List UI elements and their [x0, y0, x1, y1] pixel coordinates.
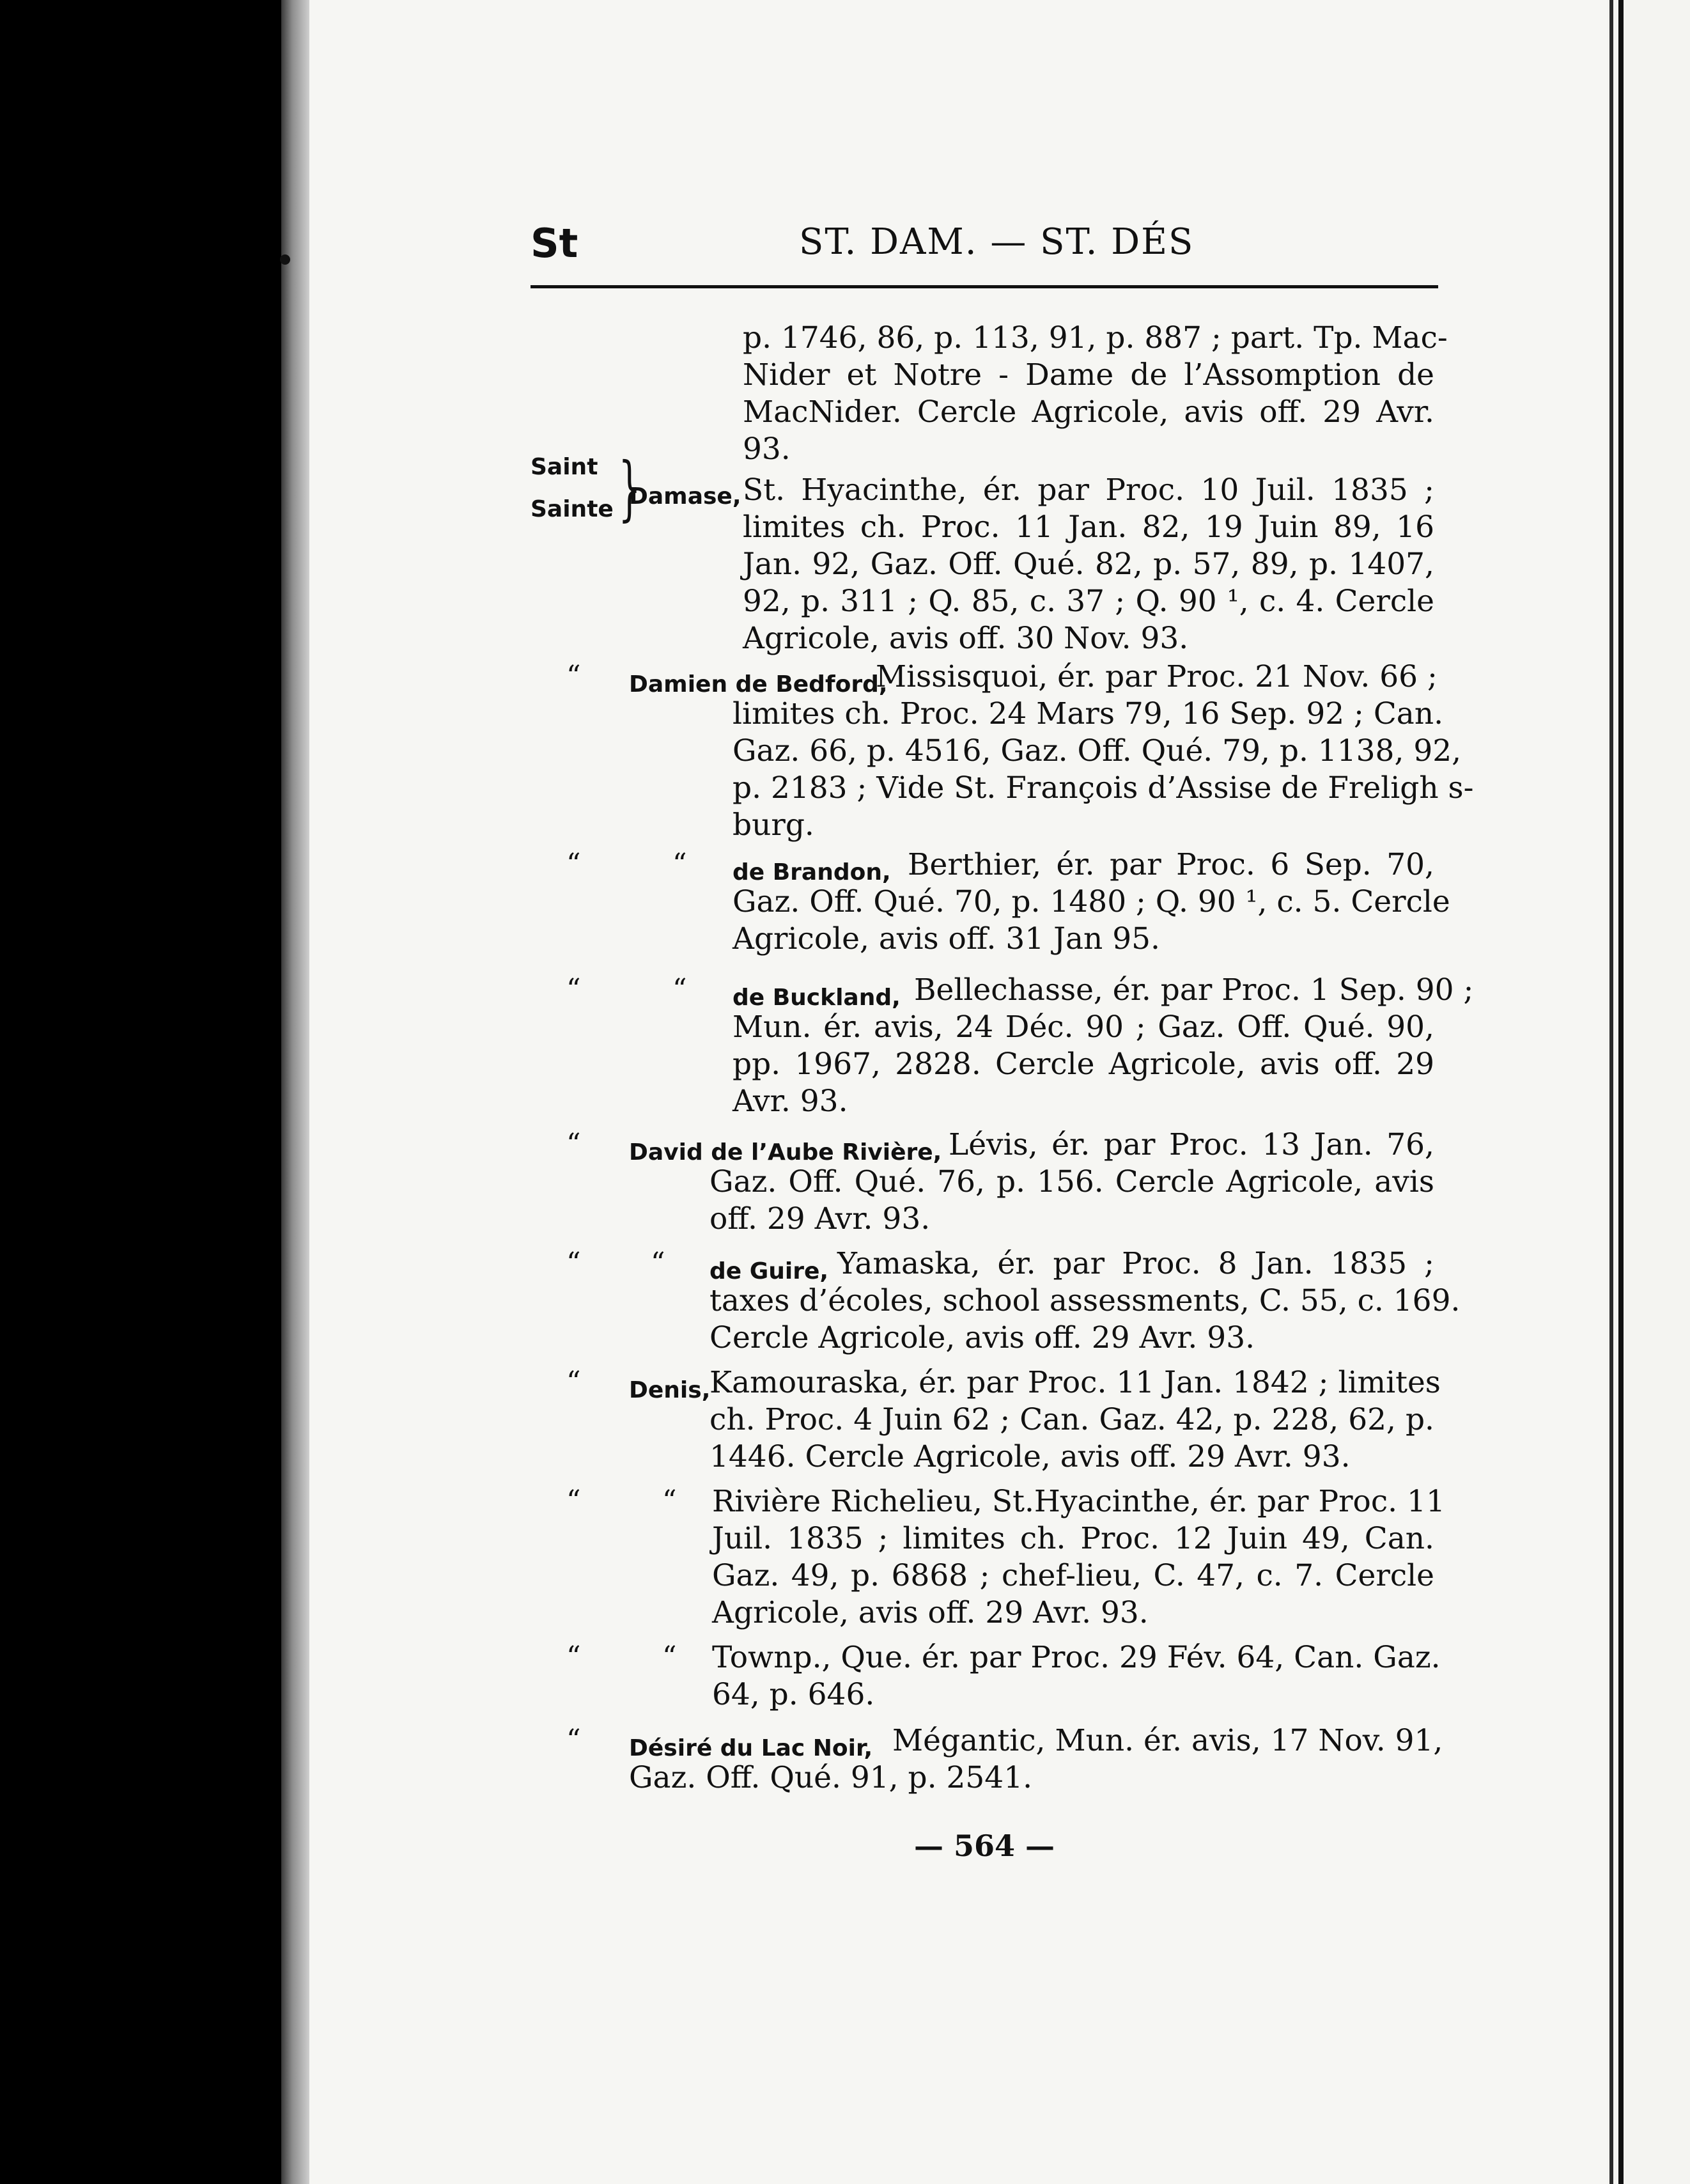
entry-brandon-first	[908, 846, 1434, 884]
scan-background	[0, 0, 281, 2184]
entry-line: Gaz. Off. Qué. 91, p. 2541.	[629, 1760, 1033, 1795]
entry-line: St. Hyacinthe, ér. par Proc. 10 Juil. 1835 ;	[743, 472, 1434, 508]
entry-line: Agricole, avis off. 30 Nov. 93.	[743, 621, 1189, 656]
entry-line: ch. Proc. 4 Juin 62 ; Can. Gaz. 42, p. 228, 62, p.	[709, 1402, 1434, 1437]
ditto-mark: “	[566, 1485, 581, 1517]
entry-line: Agricole, avis off. 29 Avr. 93.	[712, 1595, 1149, 1630]
entry-continuation	[743, 320, 1448, 468]
entry-line: p. 2183 ; Vide St. François d’Assise de Freligh s-	[733, 770, 1474, 806]
entry-bedford	[733, 696, 1474, 844]
entry-line: Townp., Que. ér. par Proc. 29 Fév. 64, Can. Gaz.	[712, 1640, 1441, 1675]
scan-speck	[280, 254, 290, 265]
entry-keyword: de Brandon,	[733, 859, 891, 885]
header-rule	[531, 285, 1438, 288]
ditto-mark: “	[566, 1724, 581, 1756]
entry-line: Bellechasse, ér. par Proc. 1 Sep. 90 ;	[914, 972, 1474, 1008]
entry-line: 93.	[743, 432, 791, 467]
ditto-mark: “	[651, 1247, 665, 1279]
brace-icon: }	[618, 447, 641, 529]
entry-line: 64, p. 646.	[712, 1677, 875, 1712]
entry-guire-first	[837, 1245, 1434, 1283]
ditto-mark: “	[672, 973, 687, 1006]
entry-guire	[709, 1283, 1461, 1357]
entry-riviere-richelieu	[712, 1483, 1445, 1632]
entry-keyword: Damase,	[629, 483, 741, 510]
side-label-sainte: Sainte	[531, 496, 614, 522]
entry-line: Gaz. Off. Qué. 70, p. 1480 ; Q. 90 ¹, c. 5. Cercle	[733, 884, 1450, 919]
entry-keyword-denis	[629, 1369, 710, 1409]
entry-line: Agricole, avis off. 31 Jan 95.	[733, 921, 1160, 956]
entry-line: Gaz. 66, p. 4516, Gaz. Off. Qué. 79, p. 1138, 92,	[733, 733, 1462, 768]
entry-line: Nider et Notre - Dame de l’Assomption de	[743, 357, 1434, 393]
entry-keyword: Denis,	[629, 1377, 711, 1403]
entry-brandon	[733, 884, 1450, 958]
entry-line: 92, p. 311 ; Q. 85, c. 37 ; Q. 90 ¹, c. 4. Cercle	[743, 584, 1434, 619]
entry-keyword: David de l’Aube Rivière,	[629, 1139, 942, 1166]
entry-desire-first	[892, 1722, 1443, 1759]
entry-line: Juil. 1835 ; limites ch. Proc. 12 Juin 49, Can.	[712, 1521, 1434, 1556]
entry-line: off. 29 Avr. 93.	[709, 1201, 931, 1236]
ditto-mark: “	[566, 660, 581, 692]
page-edge	[281, 0, 309, 2184]
entry-line: Cercle Agricole, avis off. 29 Avr. 93.	[709, 1320, 1255, 1355]
entry-bedford-first	[876, 659, 1438, 696]
side-label-saint: Saint	[531, 454, 598, 480]
entry-townp	[712, 1639, 1441, 1713]
entry-line: Missisquoi, ér. par Proc. 21 Nov. 66 ;	[876, 659, 1438, 694]
ditto-mark: “	[566, 1128, 581, 1160]
entry-damase	[743, 472, 1434, 657]
entry-buckland	[733, 1009, 1434, 1120]
entry-denis	[709, 1364, 1441, 1476]
ditto-mark: “	[662, 1641, 677, 1673]
entry-line: Yamaska, ér. par Proc. 8 Jan. 1835 ;	[837, 1246, 1434, 1281]
page-number: — 564 —	[914, 1829, 1055, 1863]
section-letter: St	[531, 220, 578, 267]
entry-line: Avr. 93.	[733, 1084, 848, 1119]
next-page-edge	[1607, 0, 1690, 2184]
entry-line: Mégantic, Mun. ér. avis, 17 Nov. 91,	[892, 1723, 1443, 1758]
ditto-mark: “	[566, 848, 581, 880]
entry-keyword: de Guire,	[709, 1258, 829, 1284]
ditto-mark: “	[566, 973, 581, 1006]
entry-line: Rivière Richelieu, St.Hyacinthe, ér. par Proc. 11	[712, 1484, 1445, 1519]
entry-line: Berthier, ér. par Proc. 6 Sep. 70,	[908, 847, 1434, 882]
entry-line: pp. 1967, 2828. Cercle Agricole, avis off. 29	[733, 1047, 1434, 1082]
entry-keyword: Désiré du Lac Noir,	[629, 1735, 873, 1761]
entry-line: Kamouraska, ér. par Proc. 11 Jan. 1842 ; limites	[709, 1365, 1441, 1400]
entry-keyword-damase	[629, 476, 741, 515]
entry-line: Gaz. Off. Qué. 76, p. 156. Cercle Agricole, avis	[709, 1164, 1434, 1199]
entry-buckland-first	[914, 972, 1474, 1009]
ditto-mark: “	[566, 1247, 581, 1279]
entry-keyword: de Buckland,	[733, 985, 901, 1011]
ditto-mark: “	[672, 848, 687, 880]
entry-line: burg.	[733, 807, 814, 843]
entry-line: taxes d’écoles, school assessments, C. 55, c. 169.	[709, 1283, 1461, 1318]
entry-line: Jan. 92, Gaz. Off. Qué. 82, p. 57, 89, p. 1407,	[743, 547, 1434, 582]
entry-line: Gaz. 49, p. 6868 ; chef-lieu, C. 47, c. 7. Cercle	[712, 1558, 1434, 1593]
entry-line: limites ch. Proc. 11 Jan. 82, 19 Juin 89, 16	[743, 510, 1434, 545]
page-title: ST. DAM. — ST. DÉS	[799, 221, 1195, 263]
ditto-mark: “	[662, 1485, 677, 1517]
entry-keyword: Damien de Bedford,	[629, 671, 888, 698]
entry-desire	[629, 1759, 1434, 1797]
entry-line: limites ch. Proc. 24 Mars 79, 16 Sep. 92 ; Can.	[733, 696, 1444, 731]
ditto-mark: “	[566, 1641, 581, 1673]
entry-david	[709, 1164, 1434, 1238]
entry-line: Lévis, ér. par Proc. 13 Jan. 76,	[949, 1127, 1434, 1162]
entry-line: 1446. Cercle Agricole, avis off. 29 Avr. 93.	[709, 1439, 1351, 1474]
entry-david-first	[949, 1127, 1434, 1164]
entry-line: p. 1746, 86, p. 113, 91, p. 887 ; part. Tp. Mac-	[743, 320, 1448, 355]
ditto-mark: “	[566, 1366, 581, 1398]
entry-line: Mun. ér. avis, 24 Déc. 90 ; Gaz. Off. Qué. 90,	[733, 1010, 1434, 1045]
entry-line: MacNider. Cercle Agricole, avis off. 29 Avr.	[743, 394, 1434, 430]
